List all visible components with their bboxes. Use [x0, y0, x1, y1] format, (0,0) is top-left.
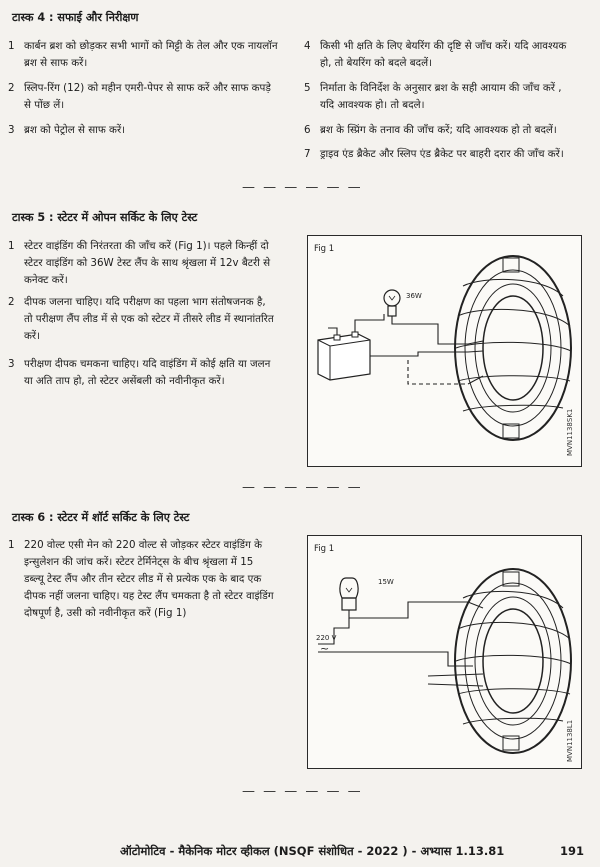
item-number: 3: [8, 358, 15, 370]
item-line: तो परीक्षण लैंप लीड में से एक को स्टेटर में तीसरे लीड में स्थानांतरित: [24, 313, 274, 325]
task6-figure: [307, 535, 582, 769]
item-line: दीपक जलना चाहिए। यदि परीक्षण का पहला भाग संतोषजनक है,: [24, 296, 266, 308]
stator-illustration: [455, 569, 571, 753]
item-number: 5: [304, 82, 311, 94]
item-number: 1: [8, 40, 15, 52]
item-line: से पोंछ लें।: [24, 99, 65, 111]
task5-figure: [307, 235, 582, 467]
item-line: करें।: [24, 330, 41, 342]
item-number: 1: [8, 539, 15, 551]
task6-heading: टास्क 6 : स्टेटर में शॉर्ट सर्किट के लिए टेस्ट: [12, 511, 190, 524]
item-line: ड्राइव एंड ब्रैकेट और स्लिप एंड ब्रैकेट पर बाहरी दरार की जाँच करें।: [320, 148, 564, 160]
test-lamp-icon: [340, 578, 358, 610]
item-number: 4: [304, 40, 311, 52]
section-separator: — — — — — —: [242, 180, 363, 195]
item-line: निर्माता के विनिर्देश के अनुसार ब्रश के सही आयाम की जाँच करें ,: [320, 82, 562, 94]
item-line: ब्रश को पेट्रोल से साफ करें।: [24, 124, 126, 136]
stator-open-circuit-diagram: [308, 236, 581, 466]
item-line: ब्रश से साफ करें।: [24, 57, 88, 69]
item-line: स्लिप-रिंग (12) को महीन एमरी-पेपर से साफ करें और साफ कपड़े: [24, 82, 271, 94]
lamp-rating: 15W: [378, 578, 394, 586]
test-lamp-icon: [384, 290, 400, 316]
item-line: इन्सुलेशन की जांच करें। स्टेटर टेर्मिनेट्स के बीच श्रृंखला में 15: [24, 556, 254, 568]
stator-short-circuit-diagram: [308, 536, 581, 768]
item-number: 2: [8, 82, 15, 94]
page-number: 191: [560, 844, 585, 858]
item-line: या अति ताप हो, तो स्टेटर असेंबली को नवीनीकृत करें।: [24, 375, 225, 387]
stator-illustration: [455, 256, 571, 440]
supply-voltage: 220 V: [316, 634, 337, 642]
item-number: 1: [8, 240, 15, 252]
figure-label: Fig 1: [314, 244, 335, 254]
figure-code: MVN1138L1: [566, 719, 574, 762]
battery-icon: [318, 332, 370, 380]
item-line: परीक्षण दीपक चमकना चाहिए। यदि वाइंडिंग में कोई क्षति या जलन: [24, 358, 271, 370]
item-line: स्टेटर वाइंडिंग को 36W टेस्ट लैंप के साथ श्रृंखला में 12v बैटरी से: [24, 257, 271, 269]
item-line: कार्बन ब्रश को छोड़कर सभी भागों को मिट्टी के तेल और एक नायलॉन: [24, 40, 278, 52]
item-line: ब्रश के स्प्रिंग के तनाव की जाँच करें; यदि आवश्यक हो तो बदलें।: [320, 124, 557, 136]
figure-code: MVN1138SK1: [566, 408, 574, 456]
item-number: 2: [8, 296, 15, 308]
item-line: कनेक्ट करें।: [24, 274, 68, 286]
item-number: 7: [304, 148, 311, 160]
figure-label: Fig 1: [314, 544, 335, 554]
lamp-rating: 36W: [406, 292, 422, 300]
footer-text: ऑटोमोटिव - मैकेनिक मोटर व्हीकल (NSQF संशोधित - 2022 ) - अभ्यास 1.13.81: [120, 844, 505, 858]
item-line: दीपक नहीं जलना चाहिए। यह टेस्ट लैंप चमकता है तो स्टेटर वाइंडिंग: [24, 590, 274, 602]
section-separator: — — — — — —: [242, 784, 363, 799]
item-number: 3: [8, 124, 15, 136]
item-line: दोषपूर्ण है, उसी को नवीनीकृत करें (Fig 1): [24, 607, 187, 619]
section-separator: — — — — — —: [242, 480, 363, 495]
item-number: 6: [304, 124, 311, 136]
item-line: हो, तो बेयरिंग को बदले बदलें।: [320, 57, 432, 69]
ac-symbol: ~: [320, 642, 330, 655]
item-line: 220 वोल्ट एसी मेन को 220 वोल्ट से जोड़कर स्टेटर वाइंडिंग के: [24, 539, 263, 551]
item-line: किसी भी क्षति के लिए बेयरिंग की दृष्टि से जाँच करें। यदि आवश्यक: [320, 40, 567, 52]
item-line: यदि आवश्यक हो। तो बदले।: [320, 99, 425, 111]
task5-heading: टास्क 5 : स्टेटर में ओपन सर्किट के लिए टेस्ट: [12, 211, 198, 224]
item-line: डब्ल्यू टेस्ट लैंप और तीन स्टेटर लीड में से प्रत्येक एक के बाद एक: [24, 573, 262, 585]
task4-heading: टास्क 4 : सफाई और निरीक्षण: [12, 11, 139, 24]
test-wires: [318, 602, 483, 686]
item-line: स्टेटर वाइंडिंग की निरंतरता की जाँच करें (Fig 1)। पहले किन्हीं दो: [24, 240, 269, 252]
